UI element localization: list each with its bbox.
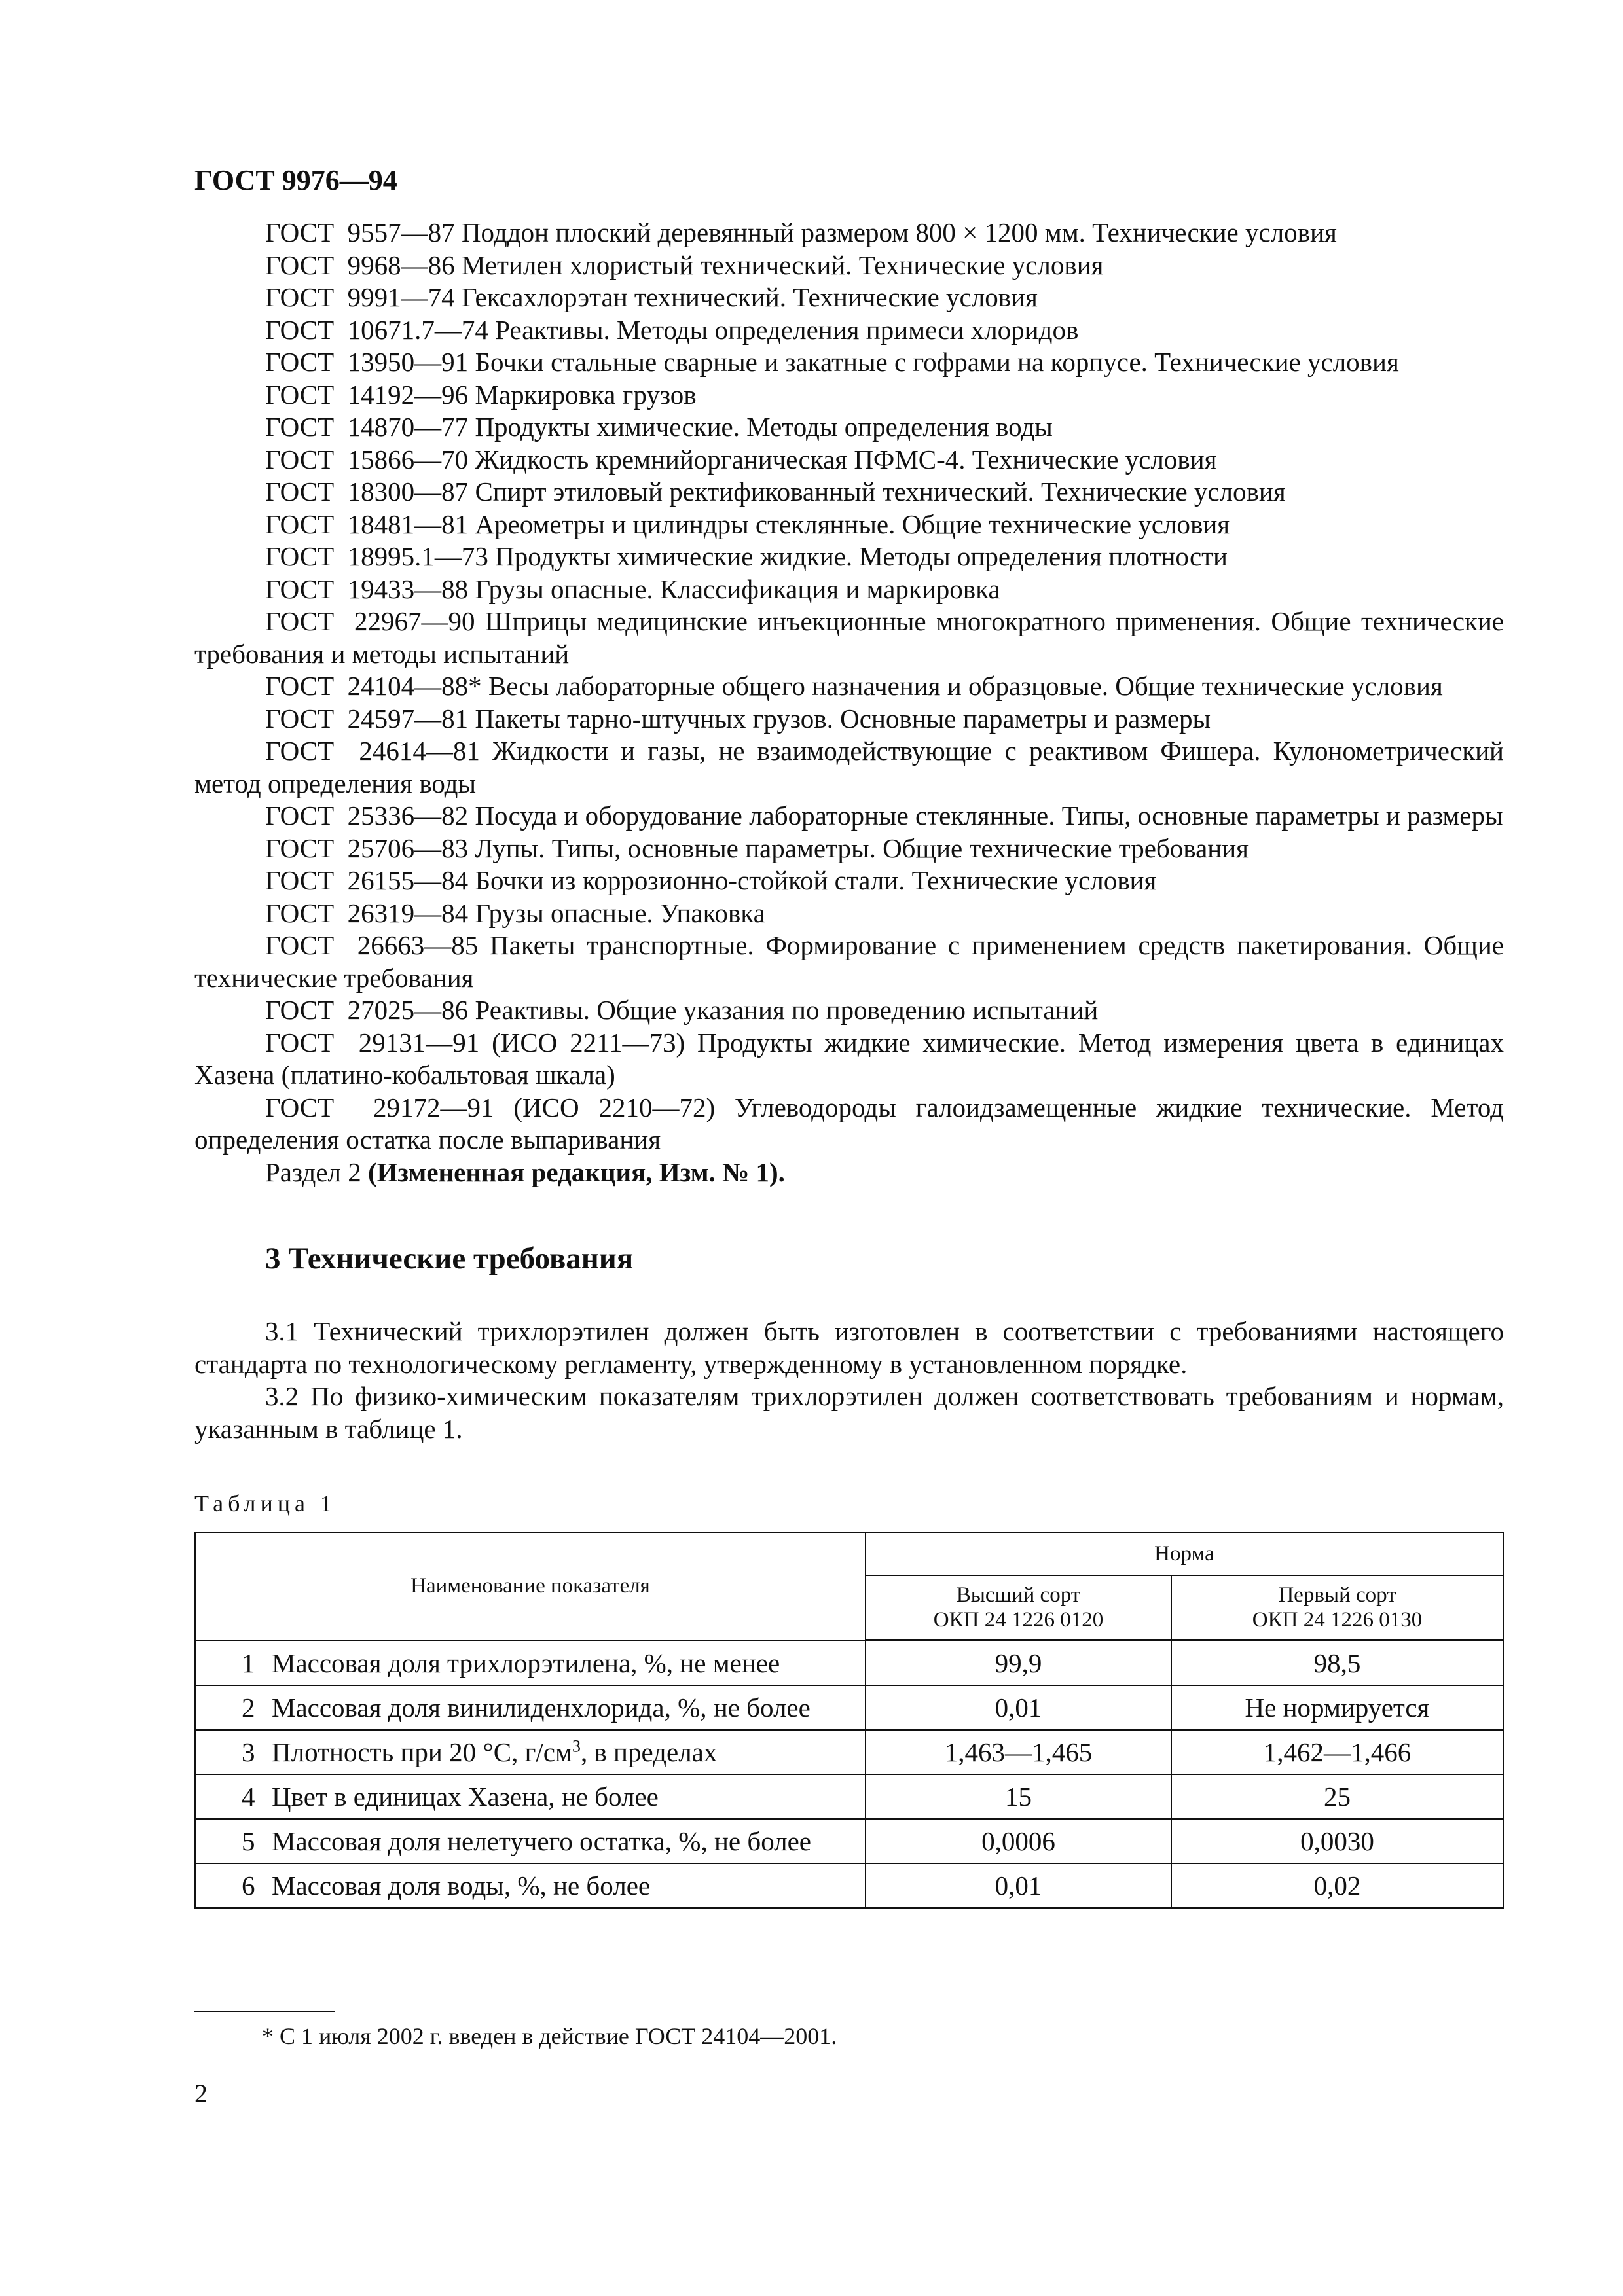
row-name: 2 Массовая доля винилиденхлорида, %, не более: [195, 1685, 866, 1730]
reference-code: ГОСТ 18995.1—73: [265, 541, 488, 571]
row-value-first: 0,0030: [1171, 1819, 1503, 1863]
reference-item: [194, 800, 1504, 833]
reference-code: ГОСТ 29131—91: [265, 1027, 480, 1058]
reference-item: [194, 281, 1504, 314]
row-value-premium: 99,9: [866, 1640, 1171, 1685]
row-name: 5 Массовая доля нелетучего остатка, %, не более: [195, 1819, 866, 1863]
section-heading: 3 Технические требования: [265, 1242, 634, 1276]
reference-code: ГОСТ 18300—87: [265, 476, 469, 507]
row-value-premium: 15: [866, 1774, 1171, 1819]
reference-title: Спирт этиловый ректификованный технический. Технические условия: [475, 476, 1286, 507]
reference-item: [194, 703, 1504, 736]
reference-title: Реактивы. Методы определения примеси хлоридов: [495, 314, 1079, 345]
document-page: [194, 164, 1504, 1909]
grade-first-label: Первый сорт: [1278, 1583, 1396, 1607]
reference-item: [194, 249, 1504, 282]
row-value-premium: 0,01: [866, 1863, 1171, 1908]
reference-item: [194, 379, 1504, 412]
reference-title: (ИСО 2210—72) Углеводороды галоидзамещенные жидкие технические. Метод определения остатка после выпаривания: [194, 1092, 1504, 1155]
reference-title: Пакеты тарно-штучных грузов. Основные параметры и размеры: [475, 703, 1211, 734]
row-value-first: Не нормируется: [1171, 1685, 1503, 1730]
reference-item: [194, 541, 1504, 573]
row-value-premium: 0,01: [866, 1685, 1171, 1730]
reference-code: ГОСТ 26155—84: [265, 865, 469, 895]
reference-item: [194, 929, 1504, 994]
document-id: ГОСТ 9976—94: [194, 164, 397, 196]
reference-item: [194, 833, 1504, 865]
table-row: [195, 1730, 1503, 1774]
table-row: [195, 1774, 1503, 1819]
reference-item: [194, 411, 1504, 444]
reference-title: Пакеты транспортные. Формирование с применением средств пакетирования. Общие технические требования: [194, 930, 1504, 993]
paragraph-3-1: 3.1 Технический трихлорэтилен должен быть изготовлен в соответствии с требованиями настоящего стандарта по технологическому регламенту, утвержденному в установленном порядке.: [194, 1316, 1504, 1379]
reference-code: ГОСТ 24614—81: [265, 736, 480, 766]
row-name: 1 Массовая доля трихлорэтилена, %, не менее: [195, 1640, 866, 1685]
reference-code: ГОСТ 24104—88*: [265, 671, 482, 701]
reference-code: ГОСТ 22967—90: [265, 606, 475, 636]
row-value-premium: 0,0006: [866, 1819, 1171, 1863]
footnote-separator: [194, 2011, 335, 2012]
reference-item: [194, 735, 1504, 800]
reference-item: [194, 605, 1504, 670]
reference-code: ГОСТ 13950—91: [265, 347, 469, 377]
reference-code: ГОСТ 25336—82: [265, 800, 469, 831]
reference-title: Ареометры и цилиндры стеклянные. Общие технические условия: [475, 509, 1230, 539]
grade-premium-code: ОКП 24 1226 0120: [933, 1608, 1104, 1632]
reference-title: Реактивы. Общие указания по проведению испытаний: [475, 995, 1099, 1025]
reference-title: Лупы. Типы, основные параметры. Общие технические требования: [475, 833, 1249, 863]
reference-title: (ИСО 2211—73) Продукты жидкие химические. Метод измерения цвета в единицах Хазена (платино-кобальтовая шкала): [194, 1027, 1504, 1090]
grade-premium-label: Высший сорт: [956, 1583, 1081, 1607]
reference-code: ГОСТ 15866—70: [265, 444, 469, 475]
grade-first-code: ОКП 24 1226 0130: [1252, 1608, 1423, 1632]
row-value-first: 98,5: [1171, 1640, 1503, 1685]
reference-item: [194, 1092, 1504, 1157]
reference-code: ГОСТ 27025—86: [265, 995, 469, 1025]
row-value-first: 0,02: [1171, 1863, 1503, 1908]
table-caption: Таблица 1: [194, 1490, 337, 1516]
reference-title: Грузы опасные. Упаковка: [475, 897, 765, 928]
reference-item: [194, 897, 1504, 930]
table-row: [195, 1863, 1503, 1908]
reference-item: [194, 865, 1504, 897]
reference-title: Грузы опасные. Классификация и маркировка: [475, 573, 1000, 604]
section-note-prefix: Раздел 2: [265, 1157, 368, 1187]
reference-item: [194, 346, 1504, 379]
reference-code: ГОСТ 29172—91: [265, 1092, 494, 1122]
reference-list: [194, 217, 1504, 1157]
reference-title: Весы лабораторные общего назначения и образцовые. Общие технические условия: [488, 671, 1443, 701]
section-note: [194, 1157, 1504, 1189]
footnote: * С 1 июля 2002 г. введен в действие ГОСТ 24104—2001.: [262, 2023, 837, 2049]
reference-code: ГОСТ 19433—88: [265, 573, 469, 604]
reference-code: ГОСТ 24597—81: [265, 703, 469, 734]
reference-title: Посуда и оборудование лабораторные стеклянные. Типы, основные параметры и размеры: [475, 800, 1503, 831]
reference-title: Поддон плоский деревянный размером 800 × 1200 мм. Технические условия: [461, 217, 1337, 247]
reference-code: ГОСТ 14870—77: [265, 412, 469, 442]
reference-item: [194, 476, 1504, 509]
row-name: 4 Цвет в единицах Хазена, не более: [195, 1774, 866, 1819]
reference-code: ГОСТ 26663—85: [265, 930, 479, 960]
reference-code: ГОСТ 18481—81: [265, 509, 469, 539]
reference-title: Продукты химические. Методы определения воды: [475, 412, 1053, 442]
reference-code: ГОСТ 25706—83: [265, 833, 469, 863]
reference-item: [194, 573, 1504, 606]
table-row: [195, 1640, 1503, 1685]
reference-code: ГОСТ 14192—96: [265, 379, 469, 410]
reference-code: ГОСТ 10671.7—74: [265, 314, 488, 345]
reference-item: [194, 994, 1504, 1027]
reference-item: [194, 1027, 1504, 1092]
reference-title: Бочки стальные сварные и закатные с гофрами на корпусе. Технические условия: [475, 347, 1399, 377]
header-norm: Норма: [866, 1532, 1503, 1575]
header-indicator-name: Наименование показателя: [195, 1532, 866, 1640]
specs-table: [194, 1532, 1504, 1909]
reference-title: Жидкости и газы, не взаимодействующие с реактивом Фишера. Кулонометрический метод определения воды: [194, 736, 1504, 798]
reference-item: [194, 670, 1504, 703]
row-value-first: 25: [1171, 1774, 1503, 1819]
header-grade-first: [1171, 1575, 1503, 1640]
reference-title: Метилен хлористый технический. Технические условия: [461, 249, 1104, 280]
reference-code: ГОСТ 9968—86: [265, 249, 455, 280]
table-row: [195, 1819, 1503, 1863]
reference-title: Продукты химические жидкие. Методы определения плотности: [495, 541, 1228, 571]
reference-item: [194, 314, 1504, 347]
row-name: 3 Плотность при 20 °С, $г/см^3$, в пределах: [195, 1730, 866, 1774]
reference-item: [194, 509, 1504, 541]
paragraph-3-2: 3.2 По физико-химическим показателям трихлорэтилен должен соответствовать требованиям и нормам, указанным в таблице 1.: [194, 1381, 1504, 1444]
reference-title: Гексахлорэтан технический. Технические условия: [461, 282, 1038, 312]
header-grade-premium: [866, 1575, 1171, 1640]
reference-code: ГОСТ 9991—74: [265, 282, 455, 312]
page-number: 2: [194, 2079, 208, 2108]
reference-item: [194, 444, 1504, 476]
section-note-bold: (Измененная редакция, Изм. № 1).: [367, 1157, 785, 1187]
reference-title: Маркировка грузов: [475, 379, 697, 410]
reference-title: Бочки из коррозионно-стойкой стали. Технические условия: [475, 865, 1157, 895]
reference-code: ГОСТ 26319—84: [265, 897, 469, 928]
reference-item: [194, 217, 1504, 249]
reference-title: Жидкость кремнийорганическая ПФМС-4. Технические условия: [475, 444, 1217, 475]
row-value-first: 1,462—1,466: [1171, 1730, 1503, 1774]
reference-code: ГОСТ 9557—87: [265, 217, 455, 247]
reference-title: Шприцы медицинские инъекционные многократного применения. Общие технические требования и методы испытаний: [194, 606, 1504, 669]
row-name: 6 Массовая доля воды, %, не более: [195, 1863, 866, 1908]
table-row: [195, 1685, 1503, 1730]
row-value-premium: 1,463—1,465: [866, 1730, 1171, 1774]
